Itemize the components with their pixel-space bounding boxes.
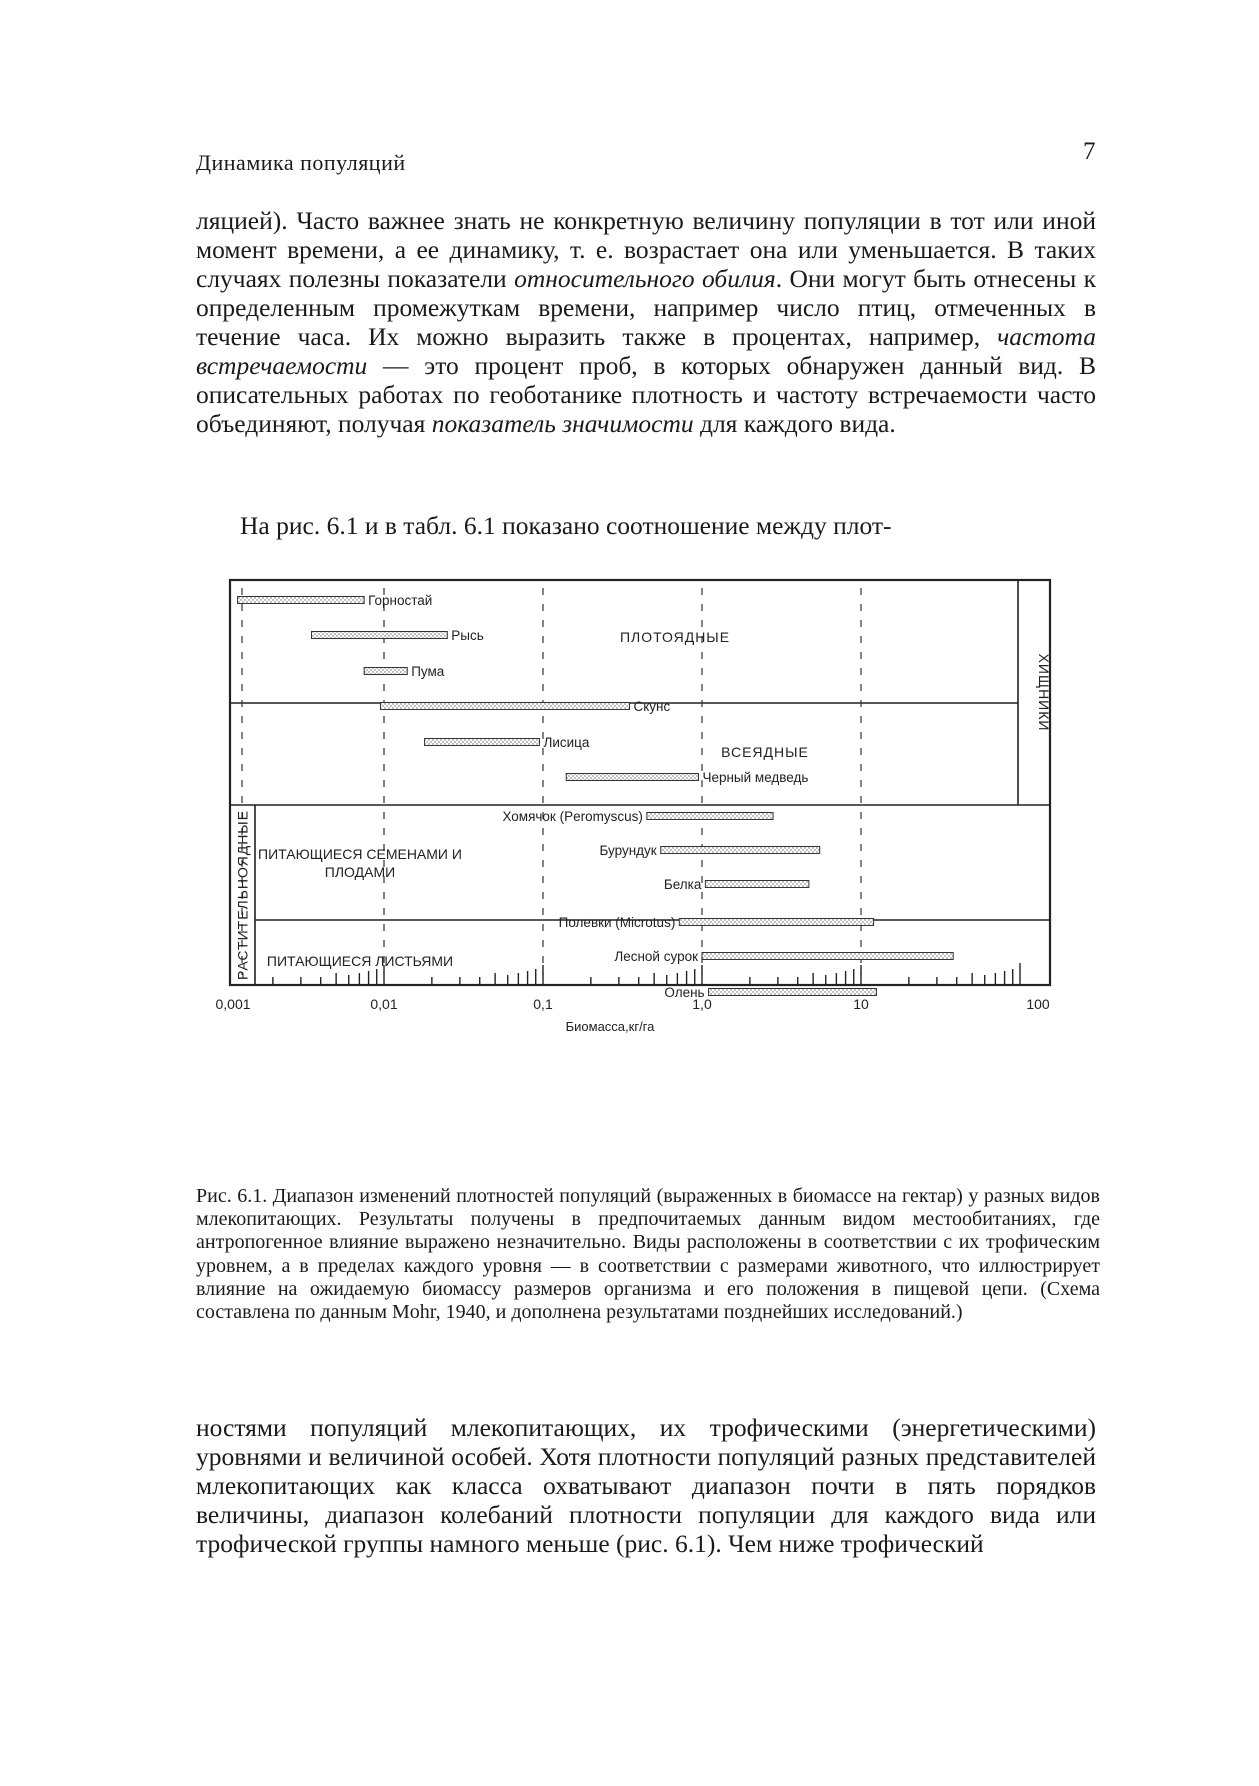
paragraph-1	[196, 206, 1096, 438]
range-bar	[702, 953, 953, 960]
species-label: Рысь	[451, 628, 484, 643]
figure-caption: Рис. 6.1. Диапазон изменений плотностей популяций (выраженных в биомассе на гектар) у разных видов млекопитающих. Результаты получены в предпочитаемых данным видом местообитаниях, где антропогенное влияние выражено незначительно. Виды расположены в соответствии с их трофическим уровнем, а в пределах каждого уровня — в соответствии с размерами животного, что иллюстрирует влияние на ожидаемую биомассу размеров организма и его положения в пищевой цепи. (Схема составлена по данным Mohr, 1940, и дополнена результатами позднейших исследований.)	[196, 1185, 1100, 1324]
term-importance-index: показатель значимости	[431, 409, 694, 438]
range-bar	[238, 597, 365, 604]
x-axis-label: Биомасса,кг/га	[565, 1019, 655, 1034]
tick-label: 100	[1026, 996, 1050, 1012]
species-label: Полевки (Microtus)	[558, 915, 676, 930]
group-label-carnivores: ПЛОТОЯДНЫЕ	[619, 629, 731, 645]
tick-label: 0,001	[215, 996, 251, 1012]
page-number: 7	[1083, 138, 1096, 165]
tick-label: 10	[853, 996, 869, 1012]
tick-label: 0,01	[370, 996, 398, 1012]
range-bar	[380, 703, 629, 710]
species-label: Скунс	[633, 699, 671, 714]
paragraph-3: ностями популяций млекопитающих, их трофическими (энергетическими) уровнями и величиной особей. Хотя плотности популяций разных представителей млекопитающих как класса охватывают диапазон почти в пять порядков величины, диапазон колебаний плотности популяции для каждого вида или трофической группы намного меньше (рис. 6.1). Чем ниже трофический	[196, 1413, 1096, 1558]
species-label: Пума	[411, 664, 445, 679]
range-bar	[661, 847, 820, 854]
p1-text-d: для каждого вида.	[693, 409, 896, 438]
term-frequency: частота встречаемости	[196, 322, 1096, 380]
figure-6-1-chart	[215, 575, 1080, 1155]
p1-text-c: — это процент проб, в которых обнаружен данный вид. В описательных работах по геоботанике плотность и частоту встречаемости часто объединяют, получая	[196, 351, 1096, 438]
term-relative-abundance: относительного обилия	[514, 264, 776, 293]
range-bar	[566, 774, 698, 781]
p1-text-b: . Они могут быть отнесены к определенным промежуткам времени, например число птиц, отмеченных в течение часа. Их можно выразить также в процентах, например,	[196, 264, 1097, 351]
species-label: Горностай	[368, 593, 433, 608]
supergroup-label-herbivores: РАСТИТЕЛЬНОЯДНЫЕ	[234, 809, 251, 981]
species-label: Лисица	[543, 735, 590, 750]
range-bar	[312, 632, 448, 639]
range-bar	[425, 739, 540, 746]
group-label-seed-eaters-line1: ПИТАЮЩИЕСЯ СЕМЕНАМИ И	[258, 846, 462, 862]
tick-label: 0,1	[533, 996, 553, 1012]
paragraph-2: На рис. 6.1 и в табл. 6.1 показано соотношение между плот-	[240, 511, 892, 540]
range-bar	[705, 881, 808, 888]
range-bar	[647, 813, 773, 820]
species-label: Черный медведь	[702, 770, 809, 785]
range-bar	[709, 989, 877, 996]
running-title: Динамика популяций	[196, 150, 406, 175]
group-label-omnivores: ВСЕЯДНЫЕ	[721, 744, 809, 760]
range-bar	[364, 668, 407, 675]
range-bar	[679, 919, 873, 926]
p1-text-a: ляцией). Часто важнее знать не конкретную величину популяции в тот или иной момент времени, а ее динамику, т. е. возрастает она или уменьшается. В таких случаях полезны показатели	[196, 206, 1096, 293]
tick-label: 1,0	[692, 996, 712, 1012]
species-label: Бурундук	[599, 843, 657, 858]
species-label: Лесной сурок	[614, 949, 698, 964]
group-label-seed-eaters-line2: ПЛОДАМИ	[324, 864, 396, 880]
group-label-leaf-eaters: ПИТАЮЩИЕСЯ ЛИСТЬЯМИ	[266, 953, 454, 969]
species-label: Белка	[663, 877, 702, 892]
species-label: Хомячок (Peromyscus)	[502, 809, 643, 824]
supergroup-label-predators: ХИЩНИКИ	[1036, 653, 1052, 732]
species-label: Олень	[664, 985, 705, 1000]
